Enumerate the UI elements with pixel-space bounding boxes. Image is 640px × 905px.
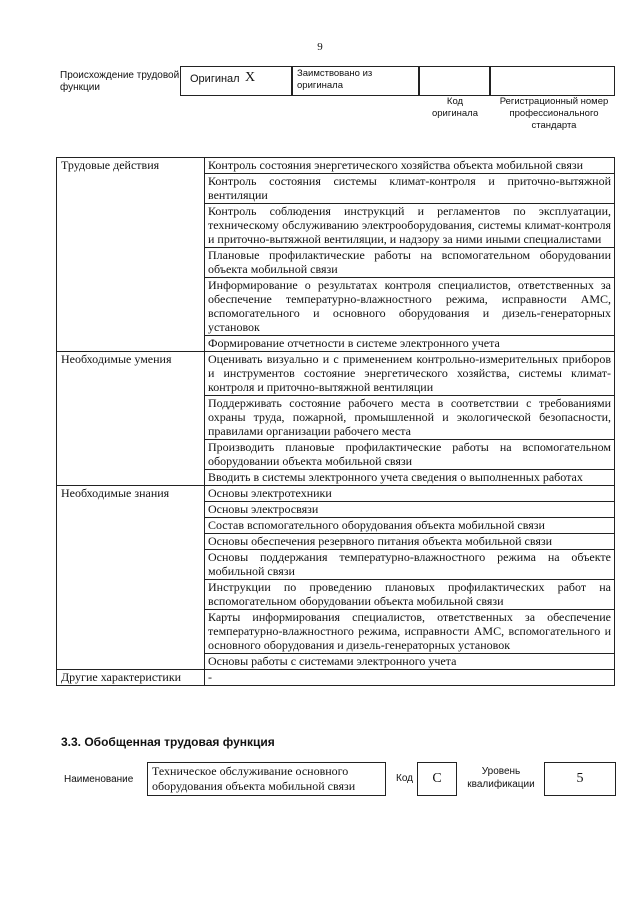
table-row [57,670,615,686]
reg-number-label: Регистрационный номер профессионального стандарта [499,96,609,131]
origin-label: Происхождение трудовой функции [60,70,180,93]
labor-action-item: Контроль состояния системы климат-контроля и приточно-вытяжной вентиляции [205,174,615,204]
knowledge-item: Основы электротехники [205,486,615,502]
knowledge-item: Основы обеспечения резервного питания объекта мобильной связи [205,534,615,550]
knowledge-item: Инструкции по проведению плановых профилактических работ на вспомогательном оборудовании объекта мобильной связи [205,580,615,610]
knowledge-item: Состав вспомогательного оборудования объекта мобильной связи [205,518,615,534]
other-label: Другие характеристики [57,670,205,686]
level-value: 5 [544,762,616,796]
level-label: Уровень квалификации [467,766,535,790]
skills-label: Необходимые умения [57,352,205,486]
name-value: Техническое обслуживание основного оборудования объекта мобильной связи [147,762,386,796]
labor-action-item: Плановые профилактические работы на вспомогательном оборудовании объекта мобильной связи [205,248,615,278]
name-label: Наименование [64,774,134,785]
knowledge-label: Необходимые знания [57,486,205,670]
original-mark: X [245,70,256,85]
reg-number-cell [490,66,615,96]
borrowed-label: Заимствовано из оригинала [297,68,373,91]
table-row [57,352,615,396]
other-value: - [205,670,615,686]
labor-action-item: Контроль соблюдения инструкций и регламентов по эксплуатации, техническому обслуживанию электрооборудования, системы климат-контроля и приточно-вытяжной вентиляции, и надзору за ними иными специалистами [205,204,615,248]
skill-item: Вводить в системы электронного учета сведения о выполненных работах [205,470,615,486]
labor-actions-label: Трудовые действия [57,158,205,352]
knowledge-item: Основы поддержания температурно-влажностного режима на объекте мобильной связи [205,550,615,580]
labor-action-item: Формирование отчетности в системе электронного учета [205,336,615,352]
code-original-cell [419,66,490,96]
function-table [56,157,615,686]
skill-item: Поддерживать состояние рабочего места в соответствии с требованиями охраны труда, пожарной, промышленной и экологической безопасности, правилами организации рабочего места [205,396,615,440]
table-row [57,158,615,174]
labor-action-item: Информирование о результатах контроля специалистов, ответственных за обеспечение температурно-влажностного режима, исправности АМС, вспомогательного и основного оборудования и дизель-генераторных установок [205,278,615,336]
skill-item: Производить плановые профилактические работы на вспомогательном оборудовании объекта мобильной связи [205,440,615,470]
section-title: 3.3. Обобщенная трудовая функция [61,735,275,749]
knowledge-item: Основы работы с системами электронного учета [205,654,615,670]
code-value: C [417,762,457,796]
page-number: 9 [317,41,323,53]
skill-item: Оценивать визуально и с применением контрольно-измерительных приборов и инструментов состояние энергетического хозяйства, системы климат-контроля и приточно-вытяжной вентиляции [205,352,615,396]
code-original-label: Код оригинала [431,96,478,119]
original-label: Оригинал [190,73,240,85]
labor-action-item: Контроль состояния энергетического хозяйства объекта мобильной связи [205,158,615,174]
knowledge-item: Карты информирования специалистов, ответственных за обеспечение температурно-влажностного режима, исправности АМС, вспомогательного и основного оборудования и дизель-генераторных установок [205,610,615,654]
code-label: Код [396,773,414,784]
knowledge-item: Основы электросвязи [205,502,615,518]
table-row [57,486,615,502]
